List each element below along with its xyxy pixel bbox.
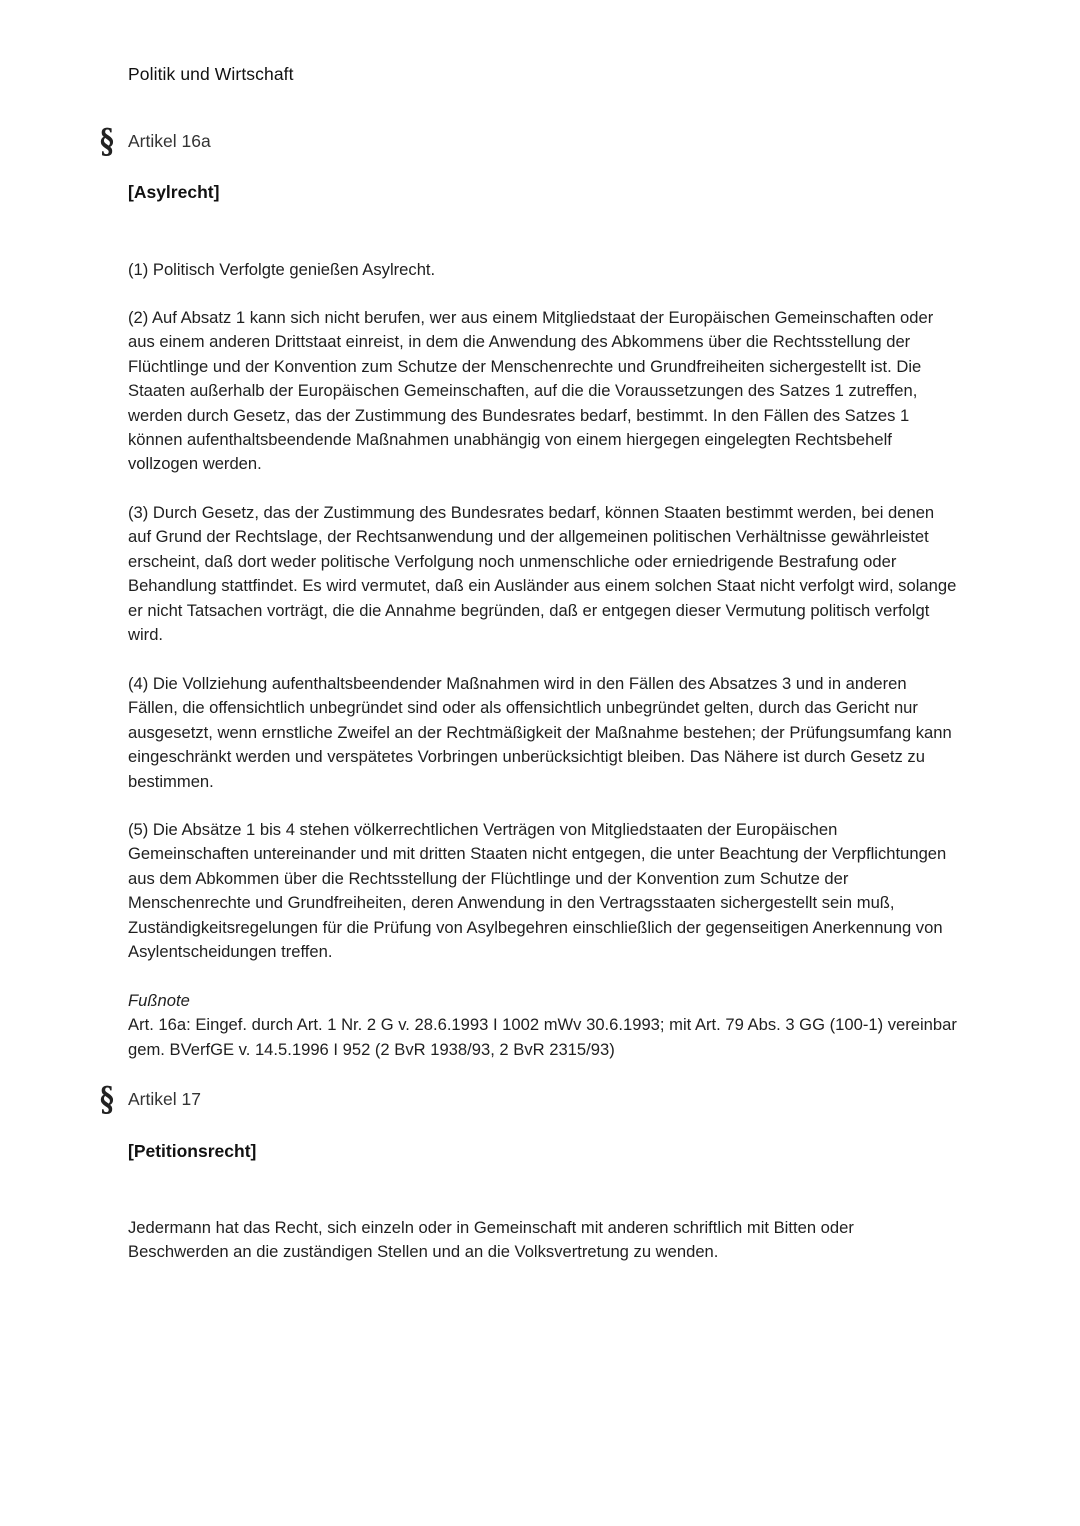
- article-paragraph-3: [128, 501, 958, 647]
- paragraph-text: (4) Die Vollziehung aufenthaltsbeendender Maßnahmen wird in den Fällen des Absatzes 3 und in anderen Fällen, die offensichtlich unbegründet sind oder als offensichtlich unbegründet gelten, durch das Gericht nur ausgesetzt, wenn ernstliche Zweifel an der Rechtmäßigkeit der Maßnahme bestehen; der Prüfungsumfang kann eingeschränkt werden und verspätetes Vorbringen unberücksichtigt bleiben. Das Nähere ist durch Gesetz zu bestimmen.: [128, 674, 952, 791]
- paragraph-text: Jedermann hat das Recht, sich einzeln oder in Gemeinschaft mit anderen schriftlich mit Bitten oder Beschwerden an die zuständigen Stellen und an die Volksvertretung zu wenden.: [128, 1218, 854, 1262]
- article-heading-16a: [100, 121, 211, 161]
- paragraph-sign-icon: §: [100, 122, 114, 162]
- article-heading-17: [100, 1079, 201, 1119]
- paragraph-sign-icon: §: [100, 1080, 114, 1120]
- article-paragraph-1: [128, 1216, 958, 1265]
- article-title: [Petitionsrecht]: [128, 1141, 257, 1161]
- footnote-label: Fußnote: [128, 991, 190, 1010]
- article-number: Artikel 16a: [128, 130, 211, 151]
- footnote-text: Art. 16a: Eingef. durch Art. 1 Nr. 2 G v. 28.6.1993 I 1002 mWv 30.6.1993; mit Art. 79 Abs. 3 GG (100-1) vereinbar gem. BVerfGE v. 14.5.1996 I 952 (2 BvR 1938/93, 2 BvR 2315/93): [128, 1015, 957, 1059]
- article-title: [Asylrecht]: [128, 182, 220, 202]
- article-paragraph-2: [128, 306, 958, 477]
- paragraph-text: (3) Durch Gesetz, das der Zustimmung des Bundesrates bedarf, können Staaten bestimmt werden, bei denen auf Grund der Rechtslage, der Rechtsanwendung und der allgemeinen politischen Verhältnisse gewährleistet erscheint, daß dort weder politische Verfolgung noch unmenschliche oder erniedrigende Bestrafung oder Behandlung stattfindet. Es wird vermutet, daß ein Ausländer aus einem solchen Staat nicht verfolgt wird, solange er nicht Tatsachen vorträgt, die die Annahme begründen, daß er entgegen dieser Vermutung politisch verfolgt wird.: [128, 503, 957, 645]
- footnote: [128, 989, 958, 1062]
- article-paragraph-4: [128, 672, 958, 794]
- page-header: Politik und Wirtschaft: [128, 64, 294, 84]
- article-number: Artikel 17: [128, 1088, 201, 1109]
- paragraph-text: (2) Auf Absatz 1 kann sich nicht berufen, wer aus einem Mitgliedstaat der Europäischen Gemeinschaften oder aus einem anderen Drittstaat einreist, in dem die Anwendung des Abkommens über die Rechtsstellung der Flüchtlinge und der Konvention zum Schutze der Menschenrechte und Grundfreiheiten sichergestellt ist. Die Staaten außerhalb der Europäischen Gemeinschaften, auf die die Voraussetzungen des Satzes 1 zutreffen, werden durch Gesetz, das der Zustimmung des Bundesrates bedarf, bestimmt. In den Fällen des Satzes 1 können aufenthaltsbeendende Maßnahmen unabhängig von einem hiergegen eingelegten Rechtsbehelf vollzogen werden.: [128, 308, 934, 474]
- paragraph-text: (5) Die Absätze 1 bis 4 stehen völkerrechtlichen Verträgen von Mitgliedstaaten der Europäischen Gemeinschaften untereinander und mit dritten Staaten nicht entgegen, die unter Beachtung der Verpflichtungen aus dem Abkommen über die Rechtsstellung der Flüchtlinge und der Konvention zum Schutze der Menschenrechte und Grundfreiheiten, deren Anwendung in den Vertragsstaaten sichergestellt sein muß, Zuständigkeitsregelungen für die Prüfung von Asylbegehren einschließlich der gegenseitigen Anerkennung von Asylentscheidungen treffen.: [128, 820, 947, 962]
- paragraph-text: (1) Politisch Verfolgte genießen Asylrecht.: [128, 260, 436, 279]
- article-paragraph-5: [128, 818, 958, 964]
- article-paragraph-1: [128, 258, 958, 282]
